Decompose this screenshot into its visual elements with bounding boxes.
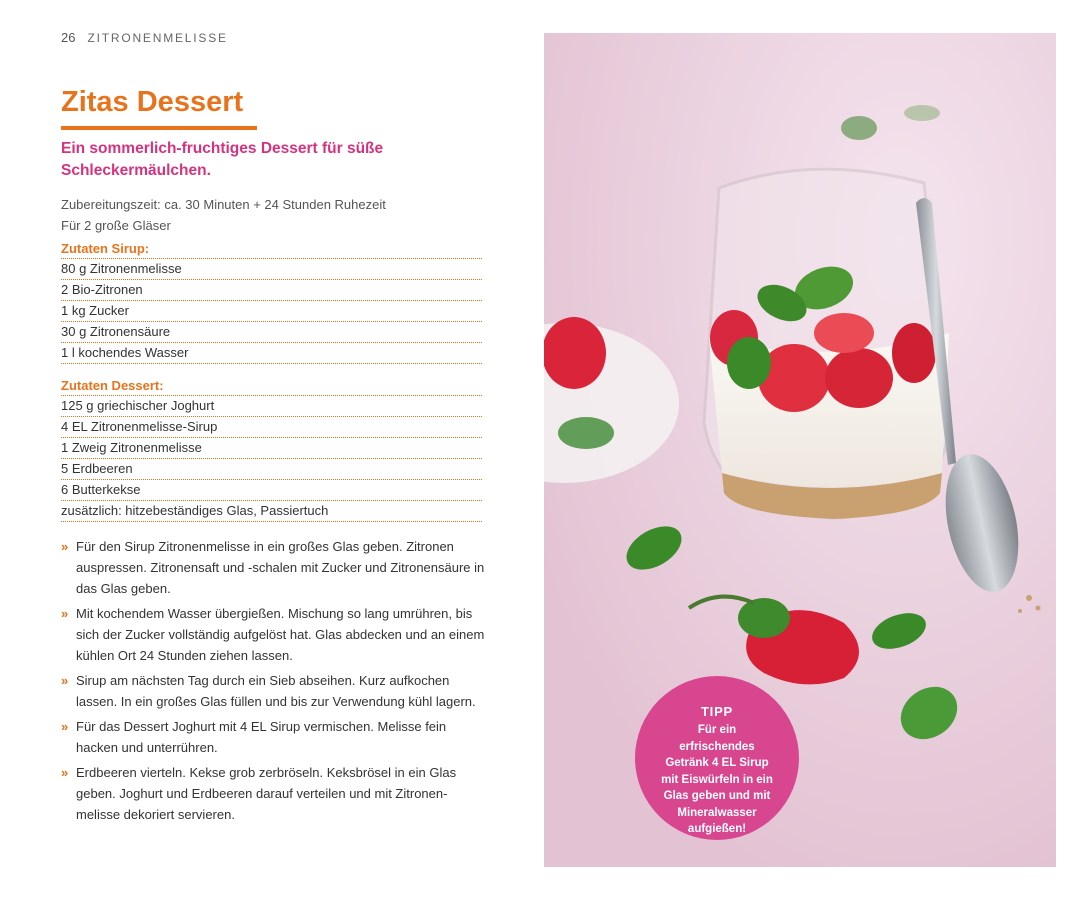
ingredient-item: 6 Butterkekse: [61, 480, 482, 501]
page-header: [61, 30, 228, 45]
preparation-steps: [61, 536, 486, 829]
step-text: Mit kochendem Wasser übergießen. Mischung so lang umrühren, bis sich der Zucker vollständig aufgelöst hat. Glas abdecken und an einem kühlen Ort 24 Stunden ziehen lassen.: [76, 606, 485, 663]
ingredient-item: 1 kg Zucker: [61, 301, 482, 322]
ingredients-syrup: [61, 240, 482, 364]
step-item: [61, 762, 486, 825]
title-underline: [61, 126, 257, 130]
step-item: [61, 536, 486, 599]
ingredient-item: 30 g Zitronensäure: [61, 322, 482, 343]
step-text: Für den Sirup Zitronenmelisse in ein großes Glas geben. Zitronen auspressen. Zitronensaft und -schalen mit Zucker und Zitronensäure in das Glas geben.: [76, 539, 485, 596]
tip-label: TIPP: [700, 704, 734, 719]
recipe-subtitle: Ein sommerlich-fruchtiges Dessert für süße Schleckermäulchen.: [61, 140, 384, 179]
ingredient-item: 125 g griechischer Joghurt: [61, 396, 482, 417]
step-marker: »: [61, 719, 69, 734]
step-marker: »: [61, 673, 69, 688]
step-item: [61, 603, 486, 666]
step-text: Erdbeeren vierteln. Kekse grob zerbröseln. Keksbrösel in ein Glas geben. Joghurt und Erdbeeren darauf verteilen und mit Zitronenmelisse dekoriert servieren.: [76, 765, 457, 822]
step-marker: »: [61, 606, 69, 621]
step-item: [61, 716, 486, 758]
ingredient-item: 5 Erdbeeren: [61, 459, 482, 480]
tip-text: Für ein erfrischendes Getränk 4 EL Sirup mit Eiswürfeln in ein Glas geben und mit Mineralwasser aufgießen!: [661, 724, 773, 835]
ingredient-item: 1 Zweig Zitronenmelisse: [61, 438, 482, 459]
servings: Für 2 große Gläser: [61, 218, 171, 233]
tip-badge: [635, 676, 799, 840]
ingredients-dessert: [61, 377, 482, 522]
step-text: Sirup am nächsten Tag durch ein Sieb abseihen. Kurz aufkochen lassen. In ein großes Glas füllen und bis zur Verwendung kühl lagern.: [76, 673, 476, 709]
step-item: [61, 670, 486, 712]
running-title: ZITRONENMELISSE: [87, 31, 228, 45]
prep-time: Zubereitungszeit: ca. 30 Minuten + 24 Stunden Ruhezeit: [61, 197, 386, 212]
ingredient-item: 4 EL Zitronenmelisse-Sirup: [61, 417, 482, 438]
dessert-photo: [544, 33, 1056, 867]
step-marker: »: [61, 539, 69, 554]
ingredients-dessert-heading: Zutaten Dessert:: [61, 377, 482, 396]
dessert-illustration: [544, 33, 1056, 867]
step-marker: »: [61, 765, 69, 780]
ingredients-syrup-heading: Zutaten Sirup:: [61, 240, 482, 259]
page-number: 26: [61, 30, 76, 45]
ingredient-item: 80 g Zitronenmelisse: [61, 259, 482, 280]
recipe-meta: [61, 194, 386, 236]
ingredient-item: 1 l kochendes Wasser: [61, 343, 482, 364]
recipe-title: Zitas Dessert: [61, 86, 244, 118]
step-text: Für das Dessert Joghurt mit 4 EL Sirup vermischen. Melisse fein hacken und unterrühren.: [76, 719, 447, 755]
ingredient-item: zusätzlich: hitzebeständiges Glas, Passiertuch: [61, 501, 482, 522]
ingredient-item: 2 Bio-Zitronen: [61, 280, 482, 301]
